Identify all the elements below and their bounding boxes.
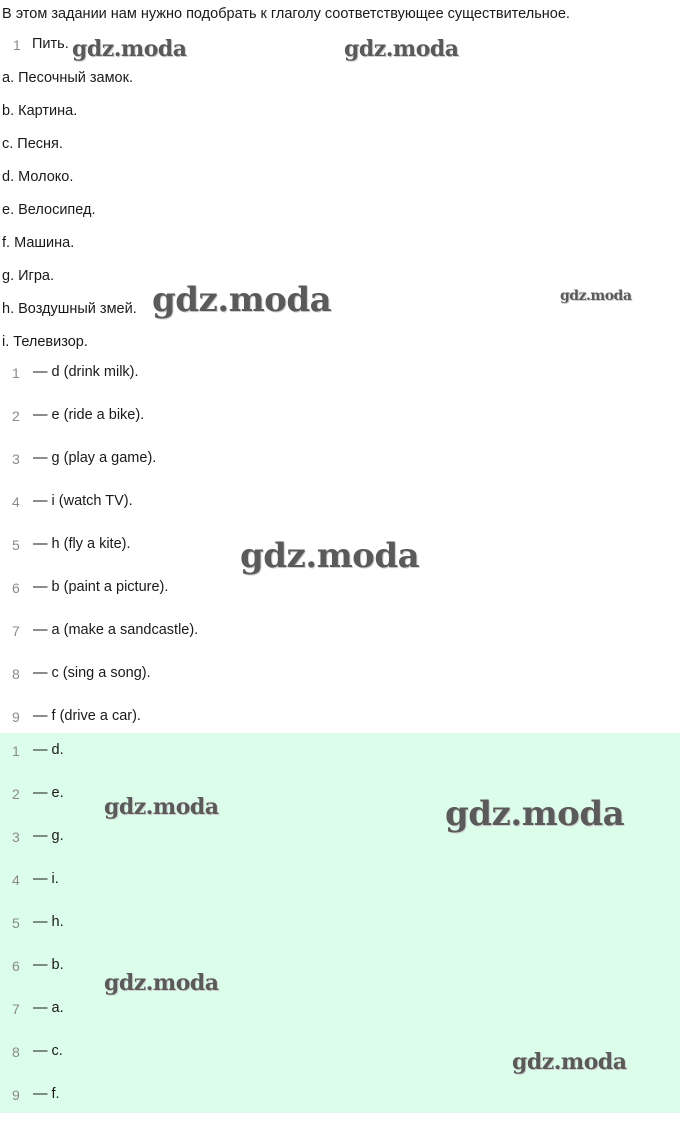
noun-item-c: c. Песня.	[2, 136, 63, 152]
watermark: gdz.moda	[104, 794, 219, 820]
answer-number: 3	[12, 829, 20, 845]
match-number: 9	[12, 709, 20, 725]
match-text: — a (make a sandcastle).	[33, 622, 199, 638]
answer-row-9	[0, 1085, 300, 1109]
match-row-1	[0, 363, 300, 387]
task-intro: В этом задании нам нужно подобрать к глаголу соответствующее существительное.	[2, 6, 570, 22]
answer-text: — g.	[33, 828, 64, 844]
answer-row-8	[0, 1042, 300, 1066]
match-text: — d (drink milk).	[33, 364, 139, 380]
match-number: 8	[12, 666, 20, 682]
match-row-9	[0, 707, 300, 731]
match-number: 4	[12, 494, 20, 510]
first-item-text: Пить.	[32, 36, 69, 52]
match-text: — i (watch TV).	[33, 493, 133, 509]
answer-text: — i.	[33, 871, 59, 887]
answer-text: — b.	[33, 957, 64, 973]
answer-number: 6	[12, 958, 20, 974]
match-number: 2	[12, 408, 20, 424]
answer-text: — h.	[33, 914, 64, 930]
match-text: — e (ride a bike).	[33, 407, 145, 423]
answer-text: — a.	[33, 1000, 64, 1016]
match-number: 1	[12, 365, 20, 381]
noun-item-d: d. Молоко.	[2, 169, 74, 185]
noun-item-f: f. Машина.	[2, 235, 75, 251]
answer-row-1	[0, 741, 300, 765]
match-row-7	[0, 621, 300, 645]
match-text: — h (fly a kite).	[33, 536, 131, 552]
watermark: gdz.moda	[512, 1049, 627, 1075]
noun-item-a: a. Песочный замок.	[2, 70, 133, 86]
match-number: 3	[12, 451, 20, 467]
answer-row-7	[0, 999, 300, 1023]
noun-item-h: h. Воздушный змей.	[2, 301, 137, 317]
answer-number: 9	[12, 1087, 20, 1103]
noun-item-e: e. Велосипед.	[2, 202, 96, 218]
answer-row-3	[0, 827, 300, 851]
match-row-2	[0, 406, 300, 430]
answer-row-5	[0, 913, 300, 937]
match-row-4	[0, 492, 300, 516]
answer-number: 4	[12, 872, 20, 888]
answer-number: 7	[12, 1001, 20, 1017]
answer-number: 2	[12, 786, 20, 802]
match-row-8	[0, 664, 300, 688]
answer-number: 8	[12, 1044, 20, 1060]
watermark: gdz.moda	[560, 288, 632, 304]
watermark: gdz.moda	[152, 280, 332, 320]
watermark: gdz.moda	[344, 36, 459, 62]
first-item-number: 1	[13, 37, 21, 53]
answer-text: — e.	[33, 785, 64, 801]
answer-text: — f.	[33, 1086, 60, 1102]
match-text: — f (drive a car).	[33, 708, 141, 724]
match-text: — b (paint a picture).	[33, 579, 169, 595]
match-number: 7	[12, 623, 20, 639]
match-row-6	[0, 578, 300, 602]
answer-number: 1	[12, 743, 20, 759]
match-text: — c (sing a song).	[33, 665, 151, 681]
watermark: gdz.moda	[104, 970, 219, 996]
noun-item-i: i. Телевизор.	[2, 334, 88, 350]
watermark: gdz.moda	[445, 794, 625, 834]
answer-text: — c.	[33, 1043, 63, 1059]
noun-item-b: b. Картина.	[2, 103, 78, 119]
watermark: gdz.moda	[72, 36, 187, 62]
noun-item-g: g. Игра.	[2, 268, 54, 284]
answer-number: 5	[12, 915, 20, 931]
match-text: — g (play a game).	[33, 450, 157, 466]
watermark: gdz.moda	[240, 536, 420, 576]
match-number: 6	[12, 580, 20, 596]
match-number: 5	[12, 537, 20, 553]
answer-text: — d.	[33, 742, 64, 758]
match-row-3	[0, 449, 300, 473]
answer-row-4	[0, 870, 300, 894]
